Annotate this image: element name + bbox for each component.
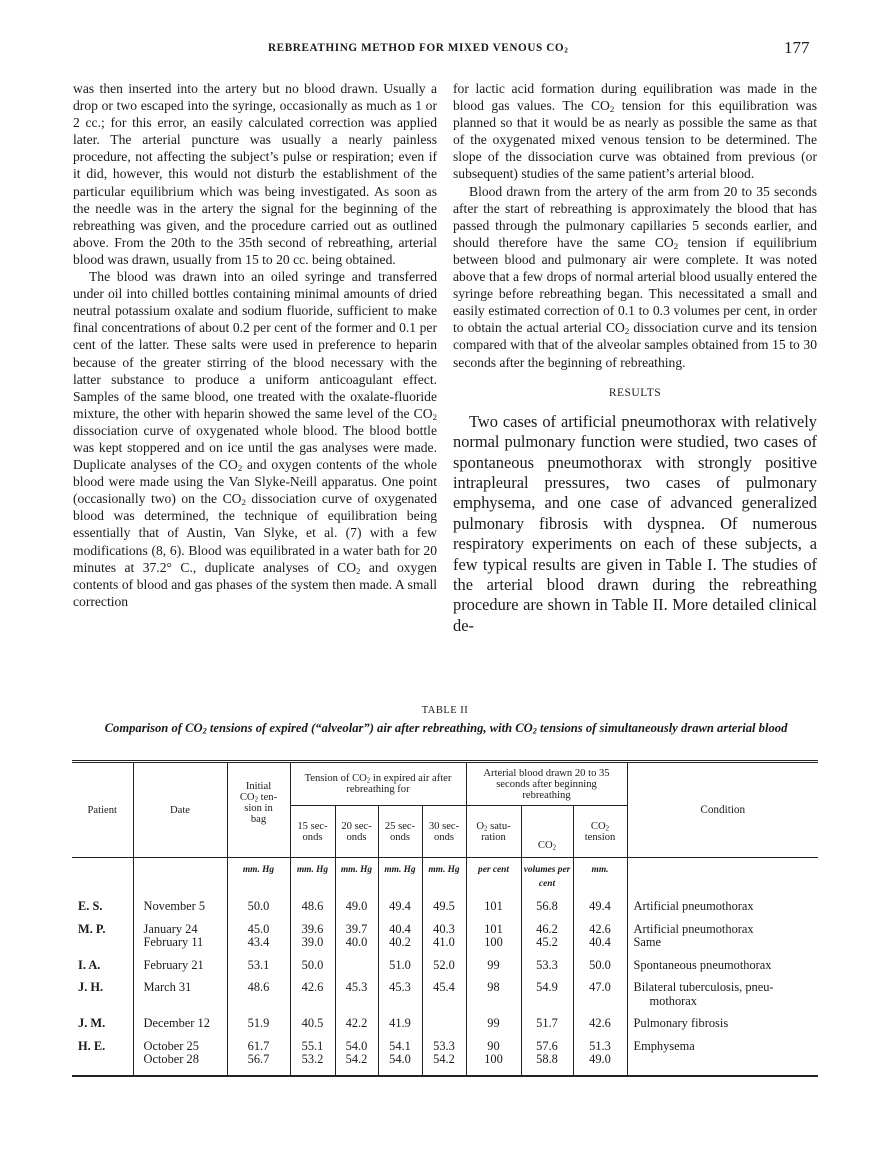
cell-co2: 46.2 xyxy=(521,914,573,937)
subscript: 2 xyxy=(241,497,246,508)
cell-co2: 57.6 xyxy=(521,1031,573,1054)
header-o2-saturation xyxy=(466,806,521,858)
subscript: 2 xyxy=(432,411,437,422)
cell-condition: Artificial pneumothorax xyxy=(627,914,818,937)
subscript: 2 xyxy=(624,326,630,337)
units-cell: mm. xyxy=(573,858,627,892)
cell-t30: 49.5 xyxy=(422,891,466,914)
cell-t15: 55.1 xyxy=(290,1031,335,1054)
cell-t20: 54.0 xyxy=(335,1031,378,1054)
cell-date: February 21 xyxy=(133,950,227,973)
cell-condition: Spontaneous pneumothorax xyxy=(627,950,818,973)
cell-co2-tension: 49.4 xyxy=(573,891,627,914)
paragraph xyxy=(73,268,437,610)
table-row xyxy=(72,972,818,1008)
text-run: and oxygen contents of blood and gas phases of the system then made. A small correction xyxy=(73,559,437,609)
cell-t25: 54.1 xyxy=(378,1031,422,1054)
cell-t15: 39.0 xyxy=(290,936,335,950)
header-patient: Patient xyxy=(72,762,133,858)
cell-co2-tension: 40.4 xyxy=(573,936,627,950)
cell-t20: 42.2 xyxy=(335,1008,378,1031)
cell-initial: 45.0 xyxy=(227,914,290,937)
header-co2-tension xyxy=(573,806,627,858)
cell-initial: 48.6 xyxy=(227,972,290,1008)
condition-text: Bilateral tuberculosis, pneu- xyxy=(633,980,774,994)
results-text xyxy=(453,412,817,636)
table-row xyxy=(72,891,818,914)
cell-date: October 25 xyxy=(133,1031,227,1054)
text-run: CO xyxy=(537,840,553,851)
cell-initial: 53.1 xyxy=(227,950,290,973)
table-row xyxy=(72,1031,818,1054)
cell-t25: 51.0 xyxy=(378,950,422,973)
cell-o2-sat: 101 xyxy=(466,891,521,914)
cell-date: February 11 xyxy=(133,936,227,950)
cell-condition: Same xyxy=(627,936,818,950)
table-row xyxy=(72,936,818,950)
header-initial xyxy=(227,762,290,858)
cell-co2-tension: 49.0 xyxy=(573,1053,627,1076)
table-row xyxy=(72,950,818,973)
cell-o2-sat: 99 xyxy=(466,950,521,973)
text-run: CO xyxy=(590,820,606,832)
cell-date: January 24 xyxy=(133,914,227,937)
cell-initial: 51.9 xyxy=(227,1008,290,1031)
text-run: O xyxy=(476,820,484,832)
cell-t20: 54.2 xyxy=(335,1053,378,1076)
text-run: CO xyxy=(239,792,255,803)
cell-co2-tension: 42.6 xyxy=(573,914,627,937)
cell-condition: Emphysema xyxy=(627,1031,818,1054)
text-run: Blood drawn from the artery of the arm from 20 to 35 seconds after the start of rebreathing is approximately the blood that has passed through the pulmonary capillaries 5 seconds earlier, and should therefore have the same CO xyxy=(453,183,817,250)
right-column xyxy=(453,80,817,636)
table-row xyxy=(72,914,818,937)
paragraph xyxy=(453,183,817,371)
cell-o2-sat: 100 xyxy=(466,936,521,950)
subscript: 2 xyxy=(552,844,557,852)
cell-o2-sat: 90 xyxy=(466,1031,521,1054)
text-run: Tension of CO xyxy=(304,773,367,784)
cell-date: November 5 xyxy=(133,891,227,914)
running-title-text: REBREATHING METHOD FOR MIXED VENOUS CO xyxy=(268,41,565,55)
cell-o2-sat: 100 xyxy=(466,1053,521,1076)
cell-t15: 42.6 xyxy=(290,972,335,1008)
text-run: The blood was drawn into an oiled syringe and transferred under oil into chilled bottles containing minimal amounts of dried neutral potassium oxalate and sodium fluoride, sufficient to make final concentrations of about 0.2 per cent of the former and 0.1 per cent of the latter. These salts were used in preference to heparin because of the greater stirring of the blood necessary with the latter substance to produce a uniform anticoagulant effect. Samples of the same blood, one treated with the oxalate-fluoride mixture, the other with heparin showed the same level of the CO xyxy=(73,269,437,421)
cell-t15: 48.6 xyxy=(290,891,335,914)
units-cell: mm. Hg xyxy=(378,858,422,892)
table-row xyxy=(72,1008,818,1031)
running-title xyxy=(268,42,568,55)
units-cell: mm. Hg xyxy=(335,858,378,892)
cell-t30: 54.2 xyxy=(422,1053,466,1076)
header-date: Date xyxy=(133,762,227,858)
table-label: TABLE II xyxy=(421,705,469,716)
page-number: 177 xyxy=(784,38,810,57)
header-25-seconds: 25 sec-onds xyxy=(378,806,422,858)
cell-patient xyxy=(72,936,133,950)
units-cell xyxy=(133,858,227,892)
text-run: in expired air after rebreathing for xyxy=(346,773,452,795)
cell-t15: 40.5 xyxy=(290,1008,335,1031)
cell-patient xyxy=(72,1053,133,1076)
cell-t30 xyxy=(422,1008,466,1031)
cell-patient: J. M. xyxy=(78,1016,106,1030)
subscript: 2 xyxy=(609,103,615,114)
cell-patient: M. P. xyxy=(78,921,106,936)
subscript: 2 xyxy=(254,796,259,804)
cell-co2: 56.8 xyxy=(521,891,573,914)
cell-patient: J. H. xyxy=(78,980,104,994)
text-run: for lactic acid formation during equilibration was made in the blood gas values. The CO xyxy=(453,81,817,114)
cell-date: December 12 xyxy=(133,1008,227,1031)
subscript: 2 xyxy=(237,462,243,473)
cell-t25: 40.2 xyxy=(378,936,422,950)
paragraph: Two cases of artificial pneumothorax with relatively normal pulmonary function were studied, two cases of spontaneous pneumothorax with strongly positive intrapleural pressures, two cases of pulmonary emphysema, and one case of advanced generalized pulmonary fibrosis with dyspnea. Of numerous respiratory experiments on each of these subjects, a few typical results are given in Table I. The studies of the arterial blood drawn during the rebreathing procedure are shown in Table II. More detailed clinical de- xyxy=(453,411,817,635)
cell-initial: 50.0 xyxy=(227,891,290,914)
header-condition: Condition xyxy=(627,762,818,858)
text-run: and oxygen contents of the whole blood were made using the Van Slyke-Neill apparatus. One point (occasionally two) on the CO xyxy=(73,457,437,507)
text-run: tensions of expired (“alveolar”) air after rebreathing, with CO xyxy=(206,721,533,735)
cell-co2-tension: 51.3 xyxy=(573,1031,627,1054)
cell-co2-tension: 47.0 xyxy=(573,972,627,1008)
cell-t15: 50.0 xyxy=(290,950,335,973)
table-row xyxy=(72,1053,818,1076)
cell-patient: H. E. xyxy=(78,1038,106,1053)
text-run: Comparison of CO xyxy=(104,721,203,735)
header-20-seconds: 20 sec-onds xyxy=(335,806,378,858)
header-15-seconds: 15 sec-onds xyxy=(290,806,335,858)
subscript: 2 xyxy=(483,824,488,832)
left-column xyxy=(73,80,437,610)
cell-co2: 53.3 xyxy=(521,950,573,973)
cell-t20: 45.3 xyxy=(335,972,378,1008)
text-run: satu-ration xyxy=(481,820,511,843)
cell-t15: 39.6 xyxy=(290,914,335,937)
text-run: tensions of simultaneously drawn arterial blood xyxy=(536,721,788,735)
cell-co2: 58.8 xyxy=(521,1053,573,1076)
cell-co2: 54.9 xyxy=(521,972,573,1008)
data-table xyxy=(72,760,818,1077)
subscript: 2 xyxy=(202,726,207,736)
units-row xyxy=(72,858,818,892)
units-cell xyxy=(72,858,133,892)
table-caption xyxy=(68,722,824,735)
units-cell: per cent xyxy=(466,858,521,892)
subscript: 2 xyxy=(532,726,537,736)
cell-initial: 56.7 xyxy=(227,1053,290,1076)
cell-t20: 39.7 xyxy=(335,914,378,937)
cell-date: March 31 xyxy=(133,972,227,1008)
cell-t15: 53.2 xyxy=(290,1053,335,1076)
section-heading-results: RESULTS xyxy=(608,386,662,399)
units-cell xyxy=(627,858,818,892)
header-co2 xyxy=(521,806,573,858)
cell-co2: 45.2 xyxy=(521,936,573,950)
cell-t25: 40.4 xyxy=(378,914,422,937)
text-run: dissociation curve of oxygenated whole blood. The blood bottle was kept stoppered and on ice until the gas analyses were made. Duplicate analyses of the CO xyxy=(73,422,437,473)
cell-t20 xyxy=(335,950,378,973)
header-30-seconds: 30 sec-onds xyxy=(422,806,466,858)
subscript: 2 xyxy=(366,777,371,785)
condition-text-continued: mothorax xyxy=(649,993,697,1008)
header-arterial-group: Arterial blood drawn 20 to 35 seconds after beginning rebreathing xyxy=(466,762,627,806)
text-run: ten- xyxy=(258,792,278,803)
cell-condition xyxy=(627,1053,818,1076)
text-run: tension if equilibrium between blood and pulmonary air were complete. It was noted above that a few drops of normal arterial blood usually entered the syringe before rebreathing began. This necessitated a small and easily estimated correction of 0.1 to 0.3 volumes per cent, in order to obtain the actual arterial CO xyxy=(453,234,817,336)
cell-condition: Artificial pneumothorax xyxy=(627,891,818,914)
cell-t20: 49.0 xyxy=(335,891,378,914)
cell-date: October 28 xyxy=(133,1053,227,1076)
cell-condition: Pulmonary fibrosis xyxy=(627,1008,818,1031)
text-run: tension xyxy=(584,831,616,843)
subscript: 2 xyxy=(605,824,610,832)
cell-t30: 45.4 xyxy=(422,972,466,1008)
cell-t20: 40.0 xyxy=(335,936,378,950)
cell-o2-sat: 98 xyxy=(466,972,521,1008)
cell-t30: 41.0 xyxy=(422,936,466,950)
cell-t30: 53.3 xyxy=(422,1031,466,1054)
cell-initial: 61.7 xyxy=(227,1031,290,1054)
subscript: 2 xyxy=(356,565,361,576)
cell-t25: 54.0 xyxy=(378,1053,422,1076)
cell-t25: 41.9 xyxy=(378,1008,422,1031)
text-run: sion in xyxy=(244,803,273,814)
text-run: bag xyxy=(250,814,267,825)
cell-t30: 40.3 xyxy=(422,914,466,937)
cell-o2-sat: 101 xyxy=(466,914,521,937)
text-run: dissociation curve of oxygenated blood was determined, the technique of equilibration being essentially that of Austin, Van Slyke, et al. (7) with a few modifications (8, 6). Blood was equilibrated in a water bath for 20 minutes at 37.2° C., duplicate analyses of CO xyxy=(73,491,437,575)
header-tension-group xyxy=(290,762,466,806)
cell-t25: 45.3 xyxy=(378,972,422,1008)
text-run: Initial xyxy=(245,781,272,792)
units-cell: mm. Hg xyxy=(422,858,466,892)
paragraph: was then inserted into the artery but no blood drawn. Usually a drop or two escaped into the syringe, occasionally as much as 1 or 2 cc.; for this error, an easily calculated correction was applied later. The arterial puncture was usually a nearly painless procedure, not affecting the subject’s pulse or respiration; even if it did, however, this would not disturb the establishment of the particular equilibrium which was being investigated. As soon as the needle was in the artery the signal for the beginning of the rebreathing was given, and the procedure carried out as outlined above. From the 20th to the 35th second of rebreathing, arterial blood was drawn, usually from 15 to 20 cc. being obtained. xyxy=(73,81,437,267)
cell-t25: 49.4 xyxy=(378,891,422,914)
units-cell: mm. Hg xyxy=(290,858,335,892)
text-run: dissociation curve and its tension compared with that of the alveolar samples obtained from 15 to 30 seconds after the beginning of rebreathing. xyxy=(453,320,817,370)
subscript: 2 xyxy=(564,46,569,55)
paragraph xyxy=(453,80,817,183)
text-run: tension for this equilibration was planned so that it would be as nearly as possible the same as that of the oxygenated mixed venous tension to be determined. The slope of the dissociation curve was obtained from previous (or subsequent) studies of the same patient’s arterial blood. xyxy=(453,98,818,182)
cell-co2-tension: 42.6 xyxy=(573,1008,627,1031)
units-cell: mm. Hg xyxy=(227,858,290,892)
cell-patient: I. A. xyxy=(78,957,101,972)
cell-co2: 51.7 xyxy=(521,1008,573,1031)
cell-co2-tension: 50.0 xyxy=(573,950,627,973)
subscript: 2 xyxy=(673,240,679,251)
cell-condition xyxy=(627,972,818,1008)
cell-patient: E. S. xyxy=(78,899,103,913)
units-cell: volumes per cent xyxy=(521,858,573,892)
cell-o2-sat: 99 xyxy=(466,1008,521,1031)
cell-initial: 43.4 xyxy=(227,936,290,950)
cell-t30: 52.0 xyxy=(422,950,466,973)
